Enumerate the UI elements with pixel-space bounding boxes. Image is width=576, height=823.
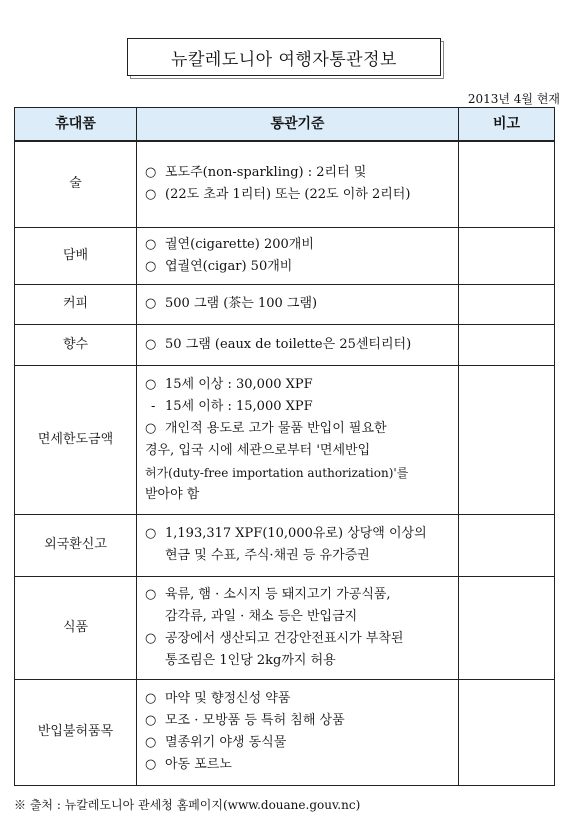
criteria-line: ○ 엽궐연(cigar) 50개비 xyxy=(145,256,452,278)
note-cell xyxy=(459,514,555,576)
bullet-icon: ○ xyxy=(145,757,157,772)
note-cell xyxy=(459,141,555,227)
note-cell xyxy=(459,365,555,514)
criteria-line: ○ 500 그램 (茶는 100 그램) xyxy=(145,293,452,315)
criteria-line-cont: 통조림은 1인당 2kg까지 허용 xyxy=(165,652,336,668)
item-cell: 식품 xyxy=(15,576,137,679)
item-cell: 반입불허품목 xyxy=(15,679,137,785)
criteria-line: ○ 모조 · 모방품 등 특허 침해 상품 xyxy=(145,710,452,732)
criteria-line: ○ 육류, 햄 · 소시지 등 돼지고기 가공식품, xyxy=(145,584,452,606)
bullet-icon: ○ xyxy=(145,336,157,352)
criteria-line: ○ 50 그램 (eaux de toilette은 25센티리터) xyxy=(145,334,452,356)
criteria-cell xyxy=(137,227,459,284)
criteria-line-cont: 받아야 함 xyxy=(145,486,200,502)
bullet-icon: ○ xyxy=(145,187,157,203)
criteria-line: ○ 아동 포르노 xyxy=(145,754,452,776)
criteria-line-cont: 허가(duty-free importation authorization)'를 xyxy=(145,465,409,480)
table-row xyxy=(15,365,555,514)
criteria-line: - 15세 이하 : 15,000 XPF xyxy=(145,396,452,418)
header-criteria: 통관기준 xyxy=(137,108,459,142)
bullet-icon: ○ xyxy=(145,691,157,706)
criteria-cell xyxy=(137,284,459,324)
criteria-line: ○ 개인적 용도로 고가 물품 반입이 필요한 xyxy=(145,418,452,440)
criteria-line: ○ 공장에서 생산되고 건강안전표시가 부착된 xyxy=(145,628,452,650)
header-note: 비고 xyxy=(459,108,555,142)
bullet-icon: ○ xyxy=(145,526,157,541)
dash-icon: - xyxy=(151,398,156,414)
criteria-cell xyxy=(137,576,459,679)
note-cell xyxy=(459,227,555,284)
criteria-cell xyxy=(137,324,459,365)
item-cell: 면세한도금액 xyxy=(15,365,137,514)
criteria-line: ○ 궐연(cigarette) 200개비 xyxy=(145,234,452,256)
criteria-line: ○ 1,193,317 XPF(10,000유로) 상당액 이상의 xyxy=(145,523,452,545)
header-item: 휴대품 xyxy=(15,108,137,142)
criteria-cell xyxy=(137,365,459,514)
note-cell xyxy=(459,284,555,324)
item-cell: 외국환신고 xyxy=(15,514,137,576)
bullet-icon: ○ xyxy=(145,376,157,392)
table-row xyxy=(15,227,555,284)
criteria-cell xyxy=(137,679,459,785)
bullet-icon: ○ xyxy=(145,420,157,436)
criteria-cell xyxy=(137,141,459,227)
table-row xyxy=(15,284,555,324)
criteria-line-cont: 현금 및 수표, 주식·채권 등 유가증권 xyxy=(165,548,370,563)
table-row xyxy=(15,679,555,785)
bullet-icon: ○ xyxy=(145,630,157,646)
criteria-line: ○ 마약 및 향정신성 약품 xyxy=(145,688,452,710)
criteria-cell xyxy=(137,514,459,576)
bullet-icon: ○ xyxy=(145,296,157,311)
bullet-icon: ○ xyxy=(145,258,157,274)
bullet-icon: ○ xyxy=(145,165,157,181)
criteria-line: ○ 15세 이상 : 30,000 XPF xyxy=(145,374,452,396)
bullet-icon: ○ xyxy=(145,713,157,728)
page-title: 뉴칼레도니아 여행자통관정보 xyxy=(127,38,441,76)
table-row xyxy=(15,324,555,365)
bullet-icon: ○ xyxy=(145,735,157,750)
item-cell: 커피 xyxy=(15,284,137,324)
item-cell: 향수 xyxy=(15,324,137,365)
table-header-row xyxy=(15,108,555,142)
note-cell xyxy=(459,576,555,679)
criteria-line: ○ 포도주(non-sparkling) : 2리터 및 xyxy=(145,162,452,184)
note-cell xyxy=(459,679,555,785)
table-row xyxy=(15,576,555,679)
item-cell: 술 xyxy=(15,141,137,227)
criteria-line-cont: 경우, 입국 시에 세관으로부터 '면세반입 xyxy=(145,442,371,458)
criteria-line: ○ (22도 초과 1리터) 또는 (22도 이하 2리터) xyxy=(145,184,452,206)
source-footnote: ※ 출처 : 뉴칼레도니아 관세청 홈페이지(www.douane.gouv.nc) xyxy=(14,798,361,812)
date-label: 2013년 4월 현재 xyxy=(467,92,560,106)
note-cell xyxy=(459,324,555,365)
item-cell: 담배 xyxy=(15,227,137,284)
table-row xyxy=(15,514,555,576)
bullet-icon: ○ xyxy=(145,586,157,602)
bullet-icon: ○ xyxy=(145,236,157,252)
table-row xyxy=(15,141,555,227)
criteria-line: ○ 멸종위기 야생 동식물 xyxy=(145,732,452,754)
criteria-line-cont: 감각류, 과일 · 채소 등은 반입금지 xyxy=(165,608,358,624)
customs-table xyxy=(14,107,555,786)
